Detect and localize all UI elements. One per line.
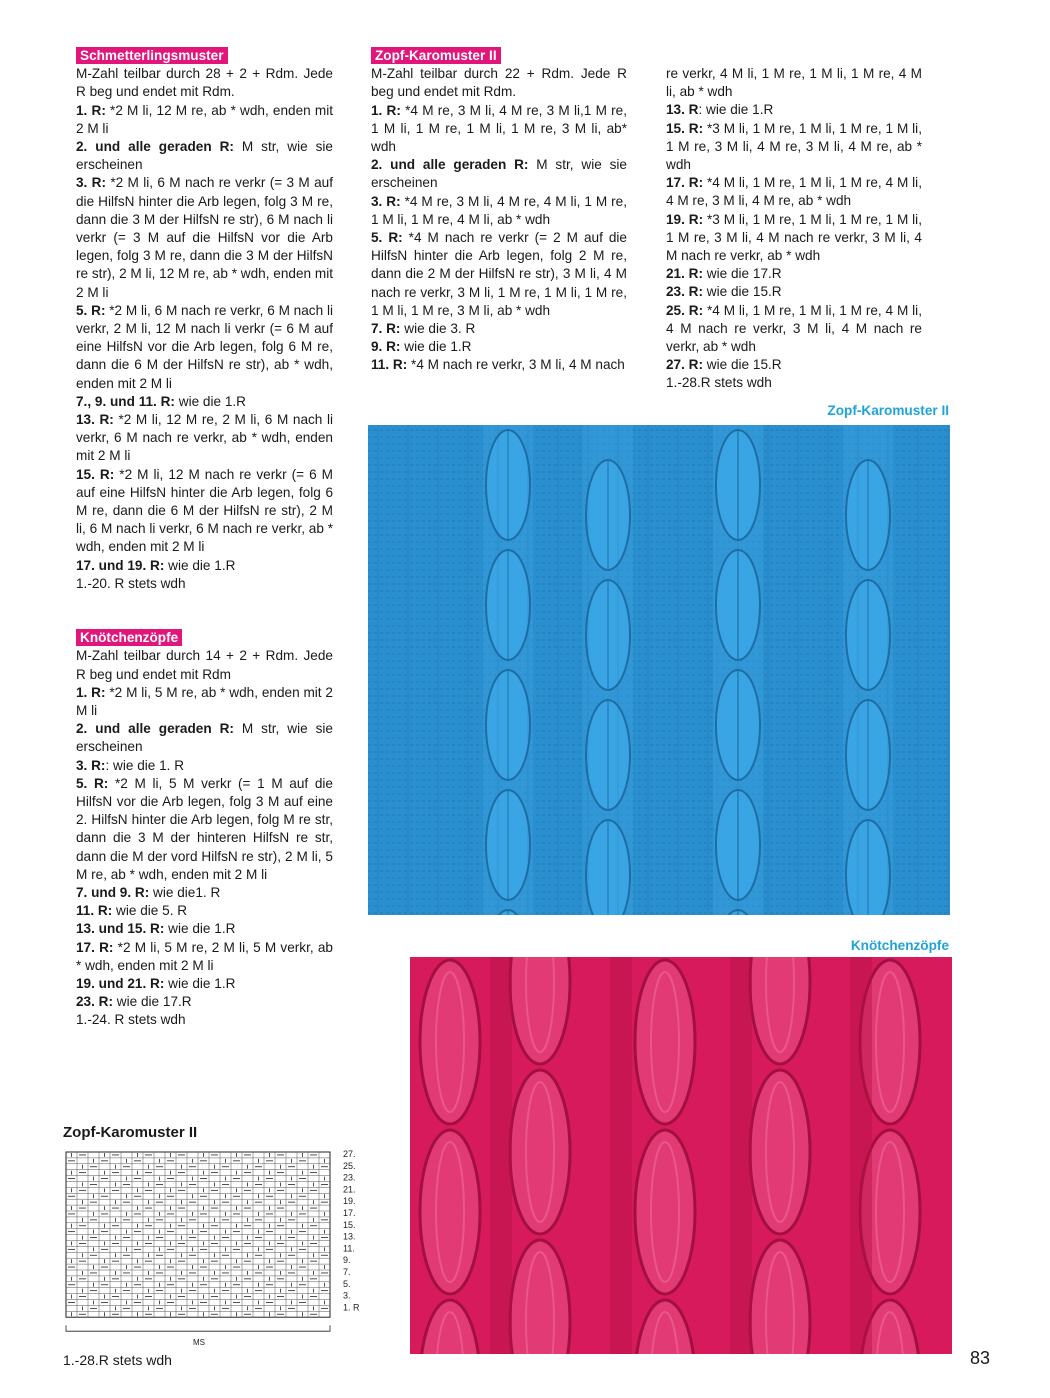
row-label: 3. R:: [76, 175, 107, 191]
row-text: *4 M nach re verkr, 3 M li, 4 M nach: [407, 357, 625, 373]
row-text: M str, wie sie erscheinen: [76, 139, 333, 173]
row-text: *2 M li, 6 M nach re verkr, 6 M nach li verkr, 2 M li, 12 M nach li verkr (= 6 M auf eine HilfsN vor die Arb legen, folg 6 M re, dann die 6 M der HilfsN re str), ab * wdh, enden mit 2 M li: [76, 302, 333, 391]
instruction-line: [666, 283, 922, 301]
row-label: 13. und 15. R:: [76, 921, 165, 937]
instruction-line: [76, 884, 333, 902]
row-label: 5. R:: [76, 775, 109, 791]
row-label: 11. R:: [76, 903, 113, 919]
instruction-line: [666, 65, 922, 101]
row-text: 1.-24. R stets wdh: [76, 1012, 186, 1028]
row-label: 5. R:: [76, 302, 106, 318]
row-label: 21. R:: [666, 266, 704, 282]
row-text: 1.-20. R stets wdh: [76, 575, 186, 591]
row-text: M-Zahl teilbar durch 14 + 2 + Rdm. Jede R beg und endet mit Rdm: [76, 648, 333, 682]
knitted-swatch-photo-pink: [410, 957, 952, 1354]
row-text: *4 M re, 3 M li, 4 M re, 4 M li, 1 M re, 1 M li, 1 M re, 4 M li, ab * wdh: [371, 193, 627, 227]
chart-row-label: 15.: [343, 1219, 356, 1230]
row-label: 23. R:: [666, 284, 704, 300]
row-text: wie die 1.R: [164, 557, 236, 573]
row-text: *2 M li, 5 M re, ab * wdh, enden mit 2 M li: [76, 684, 333, 718]
row-text: M-Zahl teilbar durch 22 + Rdm. Jede R beg und endet mit Rdm.: [371, 66, 627, 100]
chart-row-label: 27.: [343, 1149, 356, 1159]
knitted-swatch-photo-blue: [368, 425, 950, 915]
row-label: 25. R:: [666, 302, 704, 318]
row-label: 23. R:: [76, 994, 114, 1010]
row-text: re verkr, 4 M li, 1 M re, 1 M li, 1 M re, 4 M li, ab * wdh: [666, 66, 922, 100]
instruction-line: [76, 902, 333, 920]
instruction-list: [76, 647, 333, 1029]
instruction-line: [371, 102, 627, 157]
row-label: 17. und 19. R:: [76, 557, 165, 573]
row-text: *4 M li, 1 M re, 1 M li, 1 M re, 4 M li, 4 M nach re verkr, 3 M li, 4 M nach re verkr, ab * wdh: [666, 302, 922, 355]
row-label: 1. R:: [76, 684, 106, 700]
photo-caption-blue: Zopf-Karomuster II: [827, 403, 949, 418]
instruction-line: [76, 993, 333, 1011]
instruction-line: [371, 356, 627, 374]
row-text: *2 M li, 5 M re, 2 M li, 5 M verkr, ab * wdh, enden mit 2 M li: [76, 939, 333, 973]
row-text: wie die 15.R: [703, 284, 782, 300]
instruction-line: [371, 338, 627, 356]
instruction-line: [76, 975, 333, 993]
instruction-line: [666, 302, 922, 357]
chart-row-label: 11.: [343, 1243, 355, 1254]
instruction-line: [371, 320, 627, 338]
row-label: 2. und alle geraden R:: [76, 139, 234, 155]
chart-row-label: 21.: [343, 1184, 356, 1195]
chart-ms-label: MS: [193, 1338, 205, 1348]
instruction-line: [76, 575, 333, 593]
instruction-list: [371, 65, 627, 374]
chart-row-label: 13.: [343, 1231, 356, 1242]
row-text: M str, wie sie erscheinen: [76, 721, 333, 755]
row-label: 5. R:: [371, 230, 403, 246]
instruction-line: [666, 374, 922, 392]
instruction-line: [76, 138, 333, 174]
instruction-line: [76, 102, 333, 138]
chart-row-label: 1. R: [343, 1302, 360, 1313]
row-text: wie die 3. R: [400, 321, 476, 337]
row-text: wie die1. R: [149, 884, 221, 900]
section-title: Knötchenzöpfe: [76, 629, 182, 646]
instruction-line: [76, 647, 333, 683]
instruction-list: [666, 65, 922, 393]
row-label: 11. R:: [371, 357, 408, 373]
row-label: 27. R:: [666, 357, 704, 373]
column-2: [371, 47, 627, 375]
row-text: wie die 1.R: [164, 975, 236, 991]
row-text: 1.-28.R stets wdh: [666, 375, 772, 391]
page-number: 83: [970, 1348, 991, 1368]
row-text: wie die 15.R: [703, 357, 782, 373]
instruction-line: [666, 120, 922, 175]
instruction-line: [76, 720, 333, 756]
row-label: 13. R:: [76, 412, 114, 428]
chart-row-label: 5.: [343, 1278, 351, 1289]
row-text: wie die 1.R: [400, 339, 472, 355]
chart-row-label: 23.: [343, 1172, 356, 1183]
row-label: 9. R:: [371, 339, 401, 355]
instruction-line: [666, 211, 922, 266]
chart-title: Zopf-Karomuster II: [63, 1124, 198, 1141]
instruction-line: [666, 101, 922, 119]
row-label: 15. R:: [666, 120, 704, 136]
instruction-line: [371, 65, 627, 101]
instruction-line: [76, 757, 333, 775]
row-label: 7. R:: [371, 321, 401, 337]
chart-row-label: 7.: [343, 1267, 351, 1277]
instruction-line: [76, 557, 333, 575]
row-text: *3 M li, 1 M re, 1 M li, 1 M re, 1 M li, 1 M re, 3 M li, 4 M re, 3 M li, 4 M re, ab * wdh: [666, 120, 922, 173]
row-text: *4 M re, 3 M li, 4 M re, 3 M li,1 M re, 1 M li, 1 M re, 1 M li, 1 M re, 3 M li, ab* wdh: [371, 102, 627, 155]
instruction-line: [371, 229, 627, 320]
row-text: *4 M li, 1 M re, 1 M li, 1 M re, 4 M li, 4 M re, 3 M li, 4 M re, ab * wdh: [666, 175, 922, 209]
row-label: 17. R:: [666, 175, 704, 191]
row-text: : wie die 1.R: [698, 102, 774, 118]
row-text: M str, wie sie erscheinen: [371, 157, 627, 191]
instruction-line: [666, 174, 922, 210]
row-label: 19. R:: [666, 211, 704, 227]
row-label: 2. und alle geraden R:: [76, 721, 234, 737]
row-text: M-Zahl teilbar durch 28 + 2 + Rdm. Jede R beg und endet mit Rdm.: [76, 66, 333, 100]
section-knoetchenzoepfe: [76, 629, 333, 1029]
row-text: *3 M li, 1 M re, 1 M li, 1 M re, 1 M li, 1 M re, 3 M li, 4 M nach re verkr, 3 M li, 4 M nach re verkr, ab * wdh: [666, 211, 922, 264]
row-label: 3. R:: [76, 757, 106, 773]
section-schmetterlingsmuster: [76, 47, 333, 593]
row-label: 7., 9. und 11. R:: [76, 393, 175, 409]
row-text: *2 M li, 6 M nach re verkr (= 3 M auf die HilfsN hinter die Arb legen, folg 3 M re, dann die 3 M der HilfsN re str), 6 M nach li verkr (= 3 M auf die HilfsN vor die Arb legen, folg 3 M re, dann die 3 M der HilfsN re str), 2 M li, 12 M re, ab * wdh, enden mit 2 M li: [76, 175, 333, 300]
column-1: [76, 47, 333, 1030]
row-label: 1. R:: [371, 102, 401, 118]
column-3: [666, 65, 922, 393]
instruction-line: [76, 920, 333, 938]
chart-footer: 1.-28.R stets wdh: [63, 1352, 172, 1368]
row-text: wie die 1.R: [164, 921, 236, 937]
instruction-line: [76, 939, 333, 975]
row-label: 3. R:: [371, 193, 401, 209]
row-text: wie die 5. R: [112, 903, 188, 919]
row-text: wie die 1.R: [174, 393, 246, 409]
instruction-list: [76, 65, 333, 593]
row-label: 15. R:: [76, 466, 115, 482]
row-text: *2 M li, 12 M re, 2 M li, 6 M nach li verkr, 6 M nach re verkr, ab * wdh, enden mit 2 M li: [76, 412, 333, 464]
row-text: *2 M li, 5 M verkr (= 1 M auf die HilfsN vor die Arb legen, folg 3 M auf eine 2. HilfsN hinter die Arb legen, folg M re str, dann die 3 M der hinteren HilfsN re str, dann die M der vord HilfsN re str), 2 M li, 5 M re, ab * wdh, enden mit 2 M li: [76, 775, 333, 882]
instruction-line: [76, 174, 333, 301]
row-text: wie die 17.R: [703, 266, 782, 282]
instruction-line: [76, 466, 333, 557]
chart-row-label: 17.: [343, 1208, 356, 1218]
row-text: wie die 17.R: [113, 994, 192, 1010]
section-title: Schmetterlingsmuster: [76, 47, 228, 64]
section-title: Zopf-Karomuster II: [371, 47, 501, 64]
knitting-chart: [60, 1146, 380, 1351]
photo-caption-pink: Knötchenzöpfe: [850, 938, 949, 953]
chart-row-label: 3.: [343, 1290, 351, 1301]
row-label: 19. und 21. R:: [76, 975, 165, 991]
row-text: *2 M li, 12 M nach re verkr (= 6 M auf eine HilfsN hinter die Arb legen, folg 6 M re, dann die 6 M der HilfsN re str), 2 M li, 6 M nach li verkr, 6 M nach re verkr, ab * wdh, enden mit 2 M li: [76, 466, 333, 555]
row-label: 2. und alle geraden R:: [371, 157, 529, 173]
row-text: *2 M li, 12 M re, ab * wdh, enden mit 2 M li: [76, 102, 334, 136]
instruction-line: [666, 356, 922, 374]
instruction-line: [371, 156, 627, 192]
instruction-line: [76, 775, 333, 884]
row-label: 13. R: [666, 102, 699, 118]
instruction-line: [76, 65, 333, 101]
chart-row-label: 25.: [343, 1160, 356, 1171]
instruction-line: [371, 193, 627, 229]
instruction-line: [76, 411, 333, 466]
chart-row-label: 19.: [343, 1196, 356, 1207]
instruction-line: [666, 265, 922, 283]
row-text: : wie die 1. R: [105, 757, 185, 773]
row-label: 17. R:: [76, 939, 114, 955]
row-text: *4 M nach re verkr (= 2 M auf die HilfsN hinter die Arb legen, folg 2 M re, dann die 2 M der HilfsN re str), 3 M li, 4 M nach re verkr, 3 M li, 1 M re, 1 M li, 1 M re, 1 M li, 1 M re, 3 M li, ab * wdh: [371, 230, 627, 318]
instruction-line: [76, 684, 333, 720]
instruction-line: [76, 393, 333, 411]
row-label: 1. R:: [76, 102, 106, 118]
instruction-line: [76, 1011, 333, 1029]
row-label: 7. und 9. R:: [76, 884, 150, 900]
chart-row-label: 9.: [343, 1255, 351, 1266]
instruction-line: [76, 302, 333, 393]
